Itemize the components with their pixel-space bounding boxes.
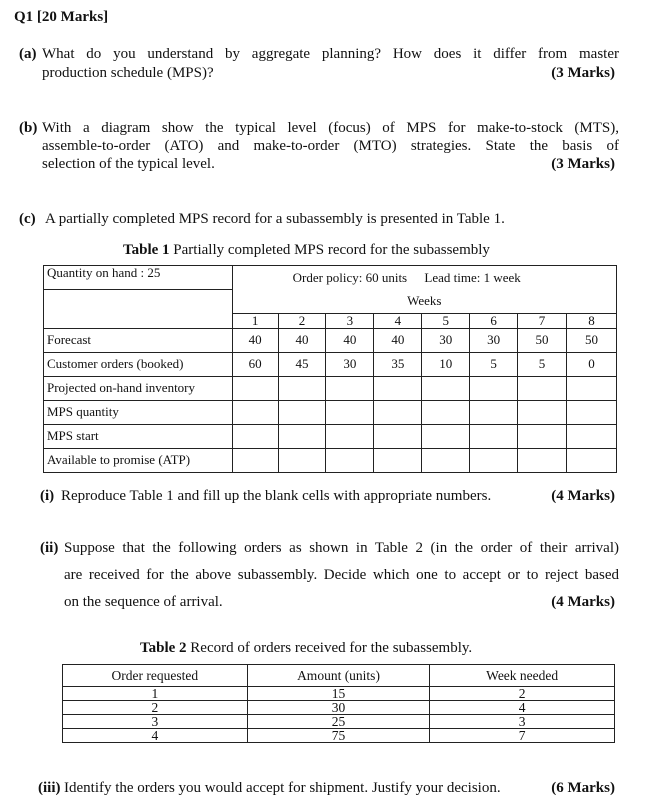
part-a-label: (a) — [19, 46, 37, 62]
blank-cell — [567, 400, 617, 424]
table2-caption — [140, 639, 472, 657]
blank-cell — [518, 448, 567, 472]
customer-orders-cell: 0 — [567, 352, 617, 376]
forecast-cell: 30 — [470, 328, 518, 352]
blank-cell — [518, 424, 567, 448]
customer-orders-cell: 45 — [278, 352, 326, 376]
sub-ii-marks: (4 Marks) — [551, 594, 615, 610]
table1-caption-rest: Partially completed MPS record for the subassembly — [169, 242, 490, 258]
order-cell: 2 — [63, 701, 248, 715]
blank-cell — [567, 376, 617, 400]
amount-cell: 75 — [247, 729, 430, 743]
table-row — [63, 701, 615, 715]
header-amount: Amount (units) — [247, 665, 430, 687]
forecast-cell: 40 — [326, 328, 374, 352]
row-label-mps-quantity: MPS quantity — [44, 400, 233, 424]
amount-cell: 15 — [247, 687, 430, 701]
part-a-line2: production schedule (MPS)? — [42, 65, 214, 81]
table-row — [44, 352, 617, 376]
blank-cell — [374, 376, 422, 400]
forecast-cell: 50 — [567, 328, 617, 352]
blank-cell — [232, 400, 278, 424]
order-policy: Order policy: 60 units — [292, 269, 408, 285]
part-b-line2: assemble-to-order (ATO) and make-to-order (MTO) strategies. State the basis of — [42, 138, 619, 154]
week-header: 8 — [567, 313, 617, 328]
forecast-cell: 40 — [278, 328, 326, 352]
customer-orders-cell: 5 — [470, 352, 518, 376]
sub-ii-line3: on the sequence of arrival. — [64, 594, 223, 610]
table-row — [44, 424, 617, 448]
orders-table — [62, 664, 615, 743]
blank-cell — [232, 448, 278, 472]
mps-record-table — [43, 265, 617, 473]
forecast-cell: 40 — [374, 328, 422, 352]
week-header: 5 — [422, 313, 470, 328]
header-order-requested: Order requested — [63, 665, 248, 687]
table1-caption-bold: Table 1 — [123, 242, 170, 258]
blank-cell — [278, 424, 326, 448]
blank-cell — [278, 376, 326, 400]
customer-orders-cell: 30 — [326, 352, 374, 376]
table-row — [44, 400, 617, 424]
sub-i-text: Reproduce Table 1 and fill up the blank cells with appropriate numbers. — [61, 488, 492, 504]
sub-iii-label: (iii) — [38, 780, 61, 796]
sub-iii-text: Identify the orders you would accept for shipment. Justify your decision. — [64, 780, 501, 796]
table-row — [44, 448, 617, 472]
blank-cell — [278, 448, 326, 472]
blank-cell — [232, 376, 278, 400]
part-b-label: (b) — [19, 120, 38, 136]
part-a-marks: (3 Marks) — [551, 65, 615, 81]
blank-cell — [326, 376, 374, 400]
blank-cell — [326, 400, 374, 424]
order-cell: 1 — [63, 687, 248, 701]
forecast-cell: 40 — [232, 328, 278, 352]
row-label-mps-start: MPS start — [44, 424, 233, 448]
part-b-marks: (3 Marks) — [551, 156, 615, 172]
blank-cell — [374, 400, 422, 424]
week-header: 2 — [278, 313, 326, 328]
table1-caption — [123, 241, 490, 259]
row-label-projected-on-hand: Projected on-hand inventory — [44, 376, 233, 400]
week-header: 3 — [326, 313, 374, 328]
table-row — [44, 376, 617, 400]
blank-cell — [374, 448, 422, 472]
week-header: 1 — [232, 313, 278, 328]
blank-label-cell — [44, 290, 233, 314]
row-label-customer-orders: Customer orders (booked) — [44, 352, 233, 376]
amount-cell: 25 — [247, 715, 430, 729]
forecast-cell: 30 — [422, 328, 470, 352]
blank-cell — [470, 376, 518, 400]
weeks-label: Weeks — [232, 290, 616, 314]
table-row — [44, 328, 617, 352]
lead-time: Lead time: 1 week — [424, 269, 521, 285]
blank-cell — [567, 424, 617, 448]
table2-caption-bold: Table 2 — [140, 640, 187, 656]
blank-cell — [470, 448, 518, 472]
blank-cell — [470, 424, 518, 448]
sub-ii-line1: Suppose that the following orders as shown in Table 2 (in the order of their arrival) — [64, 540, 619, 556]
blank-cell — [374, 424, 422, 448]
customer-orders-cell: 10 — [422, 352, 470, 376]
week-header: 4 — [374, 313, 422, 328]
blank-cell — [278, 400, 326, 424]
row-label-forecast: Forecast — [44, 328, 233, 352]
customer-orders-cell: 35 — [374, 352, 422, 376]
blank-cell — [518, 400, 567, 424]
part-b-line1: With a diagram show the typical level (focus) of MPS for make-to-stock (MTS), — [42, 120, 619, 136]
week-cell: 3 — [430, 715, 615, 729]
blank-cell — [470, 400, 518, 424]
table2-caption-rest: Record of orders received for the subassembly. — [186, 640, 473, 656]
table-row — [63, 715, 615, 729]
sub-ii-label: (ii) — [40, 540, 59, 556]
blank-cell — [422, 400, 470, 424]
part-a-line1: What do you understand by aggregate planning? How does it differ from master — [42, 46, 619, 62]
week-cell: 7 — [430, 729, 615, 743]
table-row — [63, 687, 615, 701]
policy-cell — [232, 266, 616, 290]
sub-i-marks: (4 Marks) — [551, 488, 615, 504]
quantity-on-hand-cell: Quantity on hand : 25 — [44, 266, 233, 290]
blank-cell — [232, 424, 278, 448]
blank-label-cell — [44, 313, 233, 328]
part-c-text: A partially completed MPS record for a subassembly is presented in Table 1. — [45, 211, 505, 227]
question-heading: Q1 [20 Marks] — [14, 9, 109, 25]
week-cell: 4 — [430, 701, 615, 715]
week-header: 7 — [518, 313, 567, 328]
sub-iii-marks: (6 Marks) — [551, 780, 615, 796]
part-c-label: (c) — [19, 211, 36, 227]
blank-cell — [422, 448, 470, 472]
sub-ii-line2: are received for the above subassembly. Decide which one to accept or to reject based — [64, 567, 619, 583]
blank-cell — [422, 376, 470, 400]
week-cell: 2 — [430, 687, 615, 701]
table-row — [63, 729, 615, 743]
blank-cell — [567, 448, 617, 472]
blank-cell — [518, 376, 567, 400]
sub-i-label: (i) — [40, 488, 55, 504]
blank-cell — [326, 448, 374, 472]
part-b-line3: selection of the typical level. — [42, 156, 215, 172]
customer-orders-cell: 5 — [518, 352, 567, 376]
amount-cell: 30 — [247, 701, 430, 715]
order-cell: 4 — [63, 729, 248, 743]
header-week-needed: Week needed — [430, 665, 615, 687]
row-label-atp: Available to promise (ATP) — [44, 448, 233, 472]
blank-cell — [422, 424, 470, 448]
week-header: 6 — [470, 313, 518, 328]
order-cell: 3 — [63, 715, 248, 729]
blank-cell — [326, 424, 374, 448]
customer-orders-cell: 60 — [232, 352, 278, 376]
forecast-cell: 50 — [518, 328, 567, 352]
